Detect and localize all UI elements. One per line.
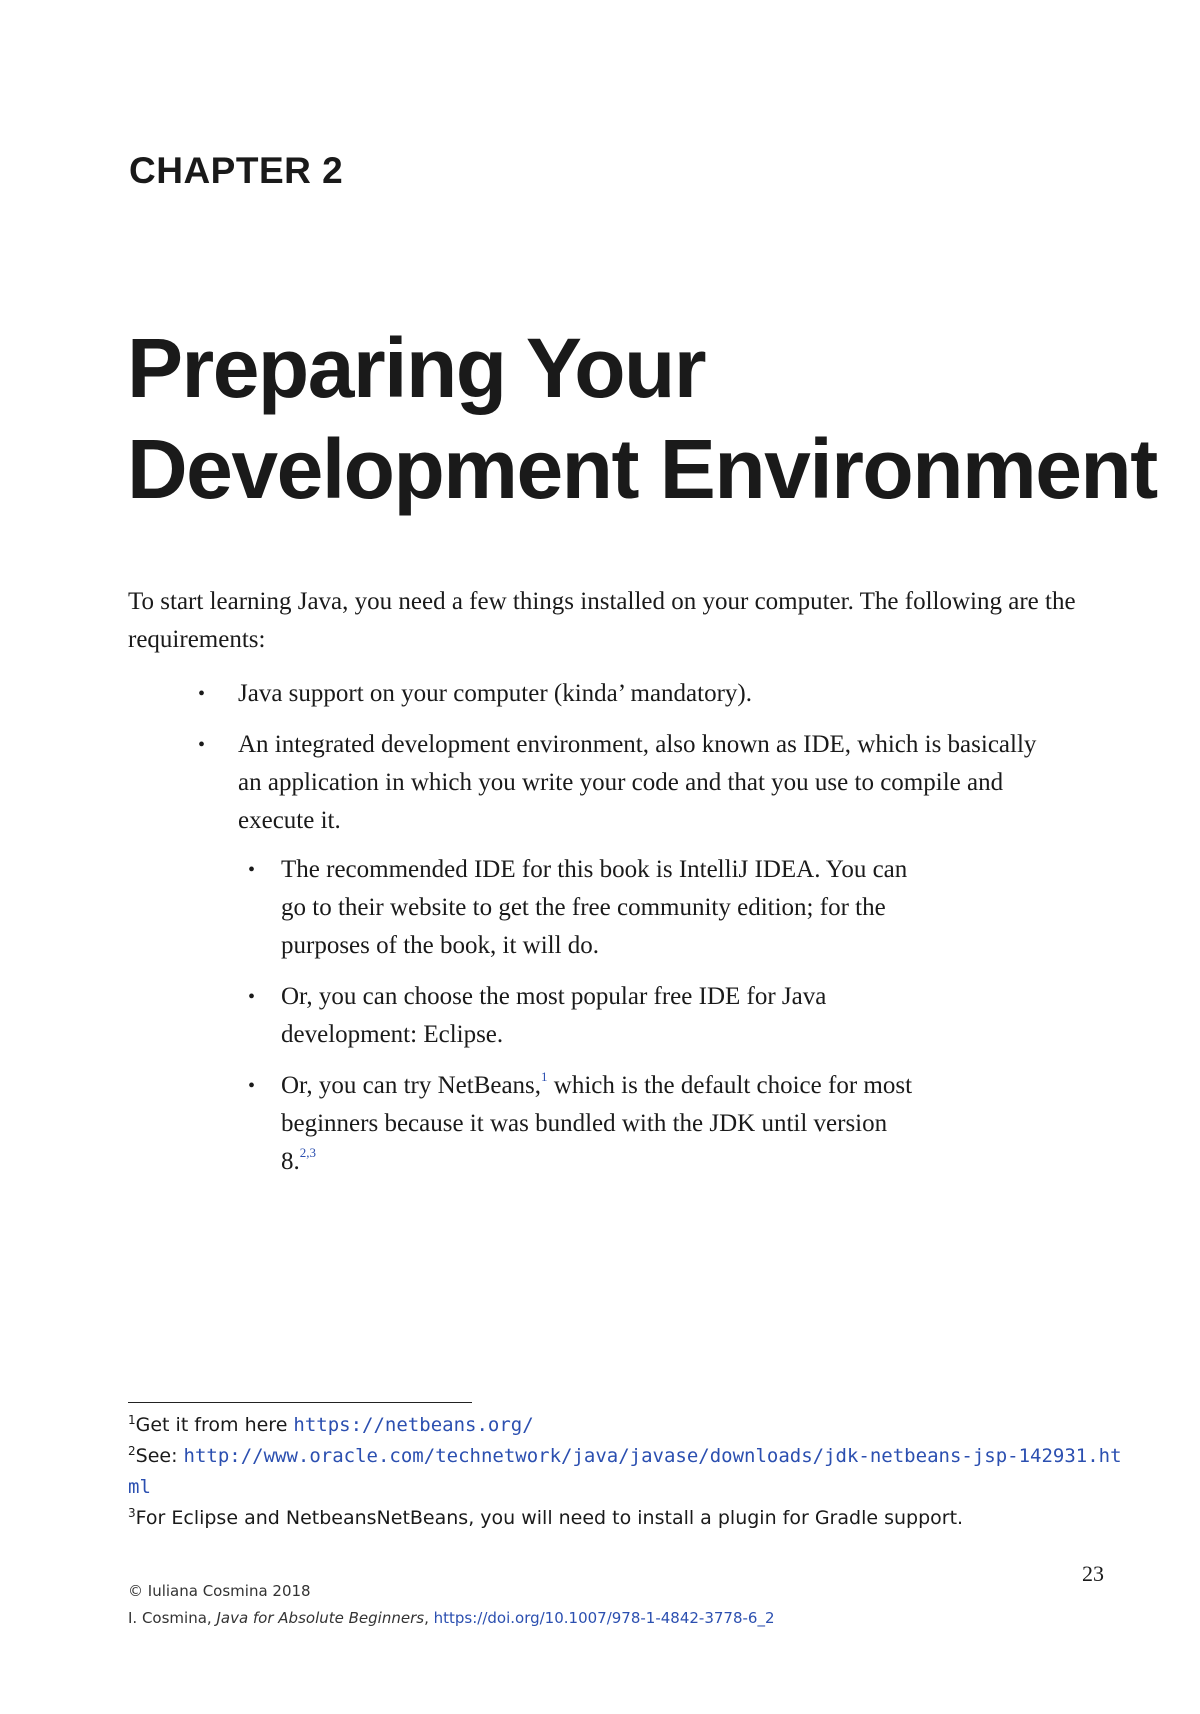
footnotes (128, 1410, 1128, 1534)
footnote-2 (128, 1441, 1128, 1503)
footnote-number: 2 (128, 1444, 136, 1458)
list-item (128, 726, 1048, 1181)
list-item-text: Or, you can choose the most popular free IDE for Java development: Eclipse. (281, 983, 827, 1048)
copyright-block (128, 1578, 775, 1632)
footnote-number: 1 (128, 1413, 136, 1427)
chapter-title-line-2: Development Environment (127, 422, 1157, 516)
intro-paragraph: To start learning Java, you need a few things installed on your computer. The following are the requirements: (128, 588, 1076, 653)
list-item-text-start: Or, you can try NetBeans, (281, 1072, 542, 1099)
citation-author: I. Cosmina, (128, 1609, 217, 1627)
footnote-divider (128, 1402, 472, 1403)
list-item (238, 1067, 921, 1181)
footnote-ref-1[interactable]: 1 (541, 1069, 548, 1084)
ide-options-list (238, 851, 1048, 1181)
bullet-icon: • (248, 986, 256, 1008)
footnote-text: Get it from here (135, 1414, 294, 1436)
list-item-text: The recommended IDE for this book is IntelliJ IDEA. You can go to their website to get the free community edition; for the purposes of the book, it will do. (281, 856, 908, 959)
bullet-icon: • (248, 1075, 256, 1097)
list-item (238, 851, 921, 965)
page-number: 23 (1082, 1561, 1104, 1586)
chapter-title (127, 318, 1177, 520)
bullet-icon: • (248, 859, 256, 881)
bullet-icon: • (198, 734, 206, 756)
doi-link[interactable]: https://doi.org/10.1007/978-1-4842-3778-6_2 (433, 1609, 775, 1627)
list-item-text-end: which is the default choice for most beginners because it was bundled with the JDK until version 8. (281, 1072, 913, 1175)
book-title: Java for Absolute Beginners (216, 1609, 425, 1627)
footnote-ref-2-3[interactable]: 2,3 (299, 1145, 316, 1160)
chapter-title-line-1: Preparing Your (127, 321, 706, 415)
netbeans-link[interactable]: https://netbeans.org/ (293, 1414, 534, 1436)
requirements-list (128, 675, 1048, 1194)
oracle-download-link[interactable]: http://www.oracle.com/technetwork/java/javase/downloads/jdk-netbeans-jsp-142931.html (128, 1445, 1122, 1498)
list-item-text: Java support on your computer (kinda’ mandatory). (238, 680, 752, 707)
list-item-text: An integrated development environment, also known as IDE, which is basically an application in which you write your code and that you use to compile and execute it. (238, 731, 1037, 834)
footnote-number: 3 (128, 1506, 136, 1520)
footnote-text: For Eclipse and NetbeansNetBeans, you will need to install a plugin for Gradle support. (135, 1507, 964, 1529)
citation-separator: , (424, 1609, 434, 1627)
list-item (238, 978, 921, 1054)
footnote-3 (128, 1503, 1128, 1534)
chapter-label: CHAPTER 2 (129, 150, 344, 191)
bullet-icon: • (198, 683, 206, 705)
citation-line (128, 1605, 775, 1632)
copyright-line: © Iuliana Cosmina 2018 (128, 1582, 311, 1600)
list-item (128, 675, 1048, 713)
footnote-1 (128, 1410, 1128, 1441)
footnote-text: See: (135, 1445, 184, 1467)
